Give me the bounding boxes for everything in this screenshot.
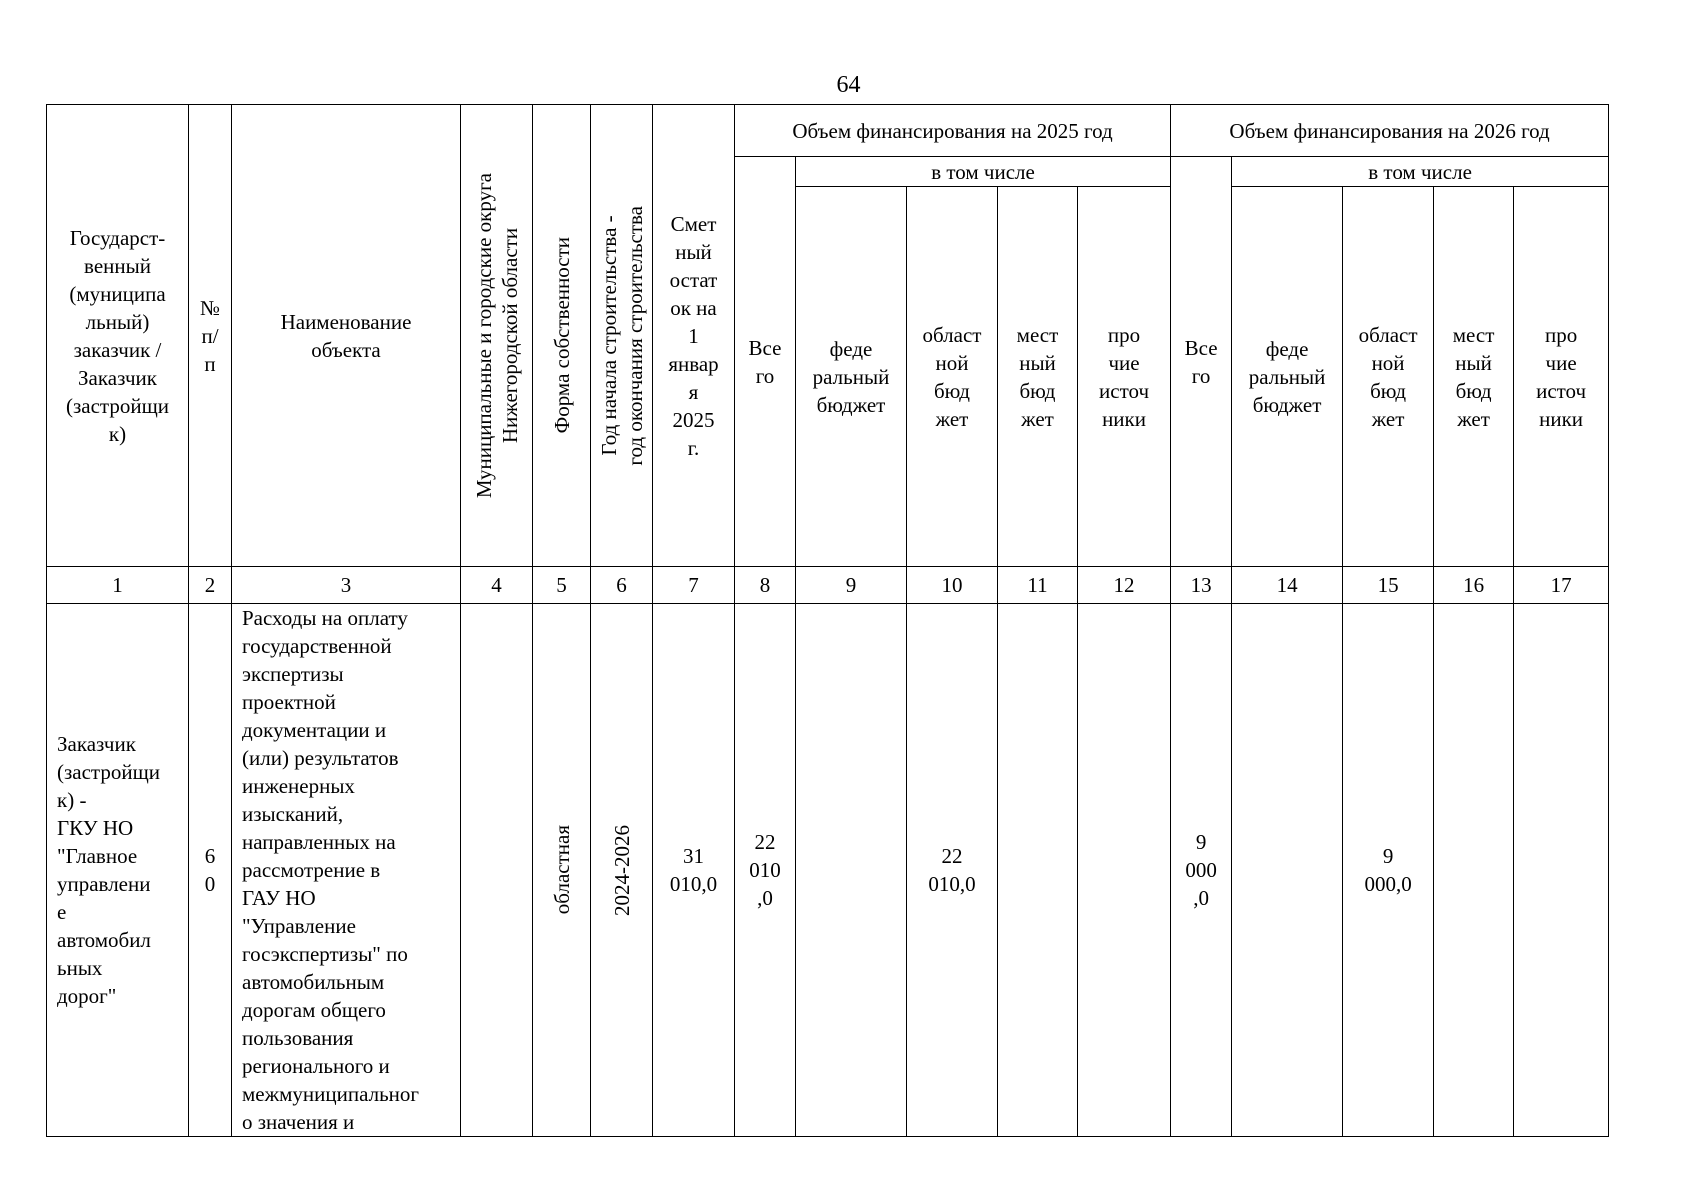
header-2025-including: в том числе [796,157,1171,187]
header-2025-local: мест ный бюд жет [998,187,1078,567]
column-number: 4 [461,567,533,604]
column-number: 2 [189,567,232,604]
cell-ownership: областная [533,604,591,1137]
header-district: Муниципальные и городские округа Нижегородской области [461,105,533,567]
column-number: 15 [1343,567,1434,604]
header-2025-regional: област ной бюд жет [907,187,998,567]
header-group-2026: Объем финансирования на 2026 год [1171,105,1609,157]
cell-2026-other [1514,604,1609,1137]
page-number: 64 [836,72,861,98]
header-object-name: Наименование объекта [232,105,461,567]
header-2026-other: про чие источ ники [1514,187,1609,567]
cell-2025-total: 22 010 ,0 [735,604,796,1137]
header-2026-total: Все го [1171,157,1232,567]
header-ownership: Форма собственности [533,105,591,567]
column-number: 7 [653,567,735,604]
header-2026-local: мест ный бюд жет [1434,187,1514,567]
header-2025-total: Все го [735,157,796,567]
cell-estimated-balance: 31 010,0 [653,604,735,1137]
cell-2025-local [998,604,1078,1137]
cell-2025-other [1078,604,1171,1137]
header-years: Год начала строительства - год окончания строительства [591,105,653,567]
cell-years: 2024-2026 [591,604,653,1137]
cell-2026-total: 9 000 ,0 [1171,604,1232,1137]
column-number: 3 [232,567,461,604]
column-number: 6 [591,567,653,604]
header-2026-regional: област ной бюд жет [1343,187,1434,567]
cell-object-name: Расходы на оплату государственной экспертизы проектной документации и (или) результатов инженерных изысканий, направленных на рассмотрение в ГАУ НО "Управление госэкспертизы" по автомобильным дорогам общего пользования регионального и межмуниципальног о значения и [232,604,461,1137]
header-2026-including: в том числе [1232,157,1609,187]
header-2026-federal: феде ральный бюджет [1232,187,1343,567]
column-number: 8 [735,567,796,604]
column-number: 12 [1078,567,1171,604]
cell-2025-regional: 22 010,0 [907,604,998,1137]
cell-district [461,604,533,1137]
column-number: 9 [796,567,907,604]
header-estimated-balance: Смет ный остат ок на 1 январ я 2025 г. [653,105,735,567]
cell-number: 6 0 [189,604,232,1137]
cell-customer: Заказчик (застройщи к) - ГКУ НО "Главное управлени е автомобил ьных дорог" [47,604,189,1137]
column-number: 16 [1434,567,1514,604]
column-number: 11 [998,567,1078,604]
column-number-row [47,567,1609,604]
header-number: № п/ п [189,105,232,567]
cell-2026-local [1434,604,1514,1137]
column-number: 10 [907,567,998,604]
table-row [47,604,1609,1137]
column-number: 17 [1514,567,1609,604]
cell-2026-federal [1232,604,1343,1137]
column-number: 1 [47,567,189,604]
cell-2026-regional: 9 000,0 [1343,604,1434,1137]
header-2025-federal: феде ральный бюджет [796,187,907,567]
header-customer: Государст- венный (муниципа льный) заказчик / Заказчик (застройщи к) [47,105,189,567]
header-2025-other: про чие источ ники [1078,187,1171,567]
financing-table [46,104,1609,1137]
column-number: 13 [1171,567,1232,604]
column-number: 5 [533,567,591,604]
column-number: 14 [1232,567,1343,604]
header-group-2025: Объем финансирования на 2025 год [735,105,1171,157]
cell-2025-federal [796,604,907,1137]
